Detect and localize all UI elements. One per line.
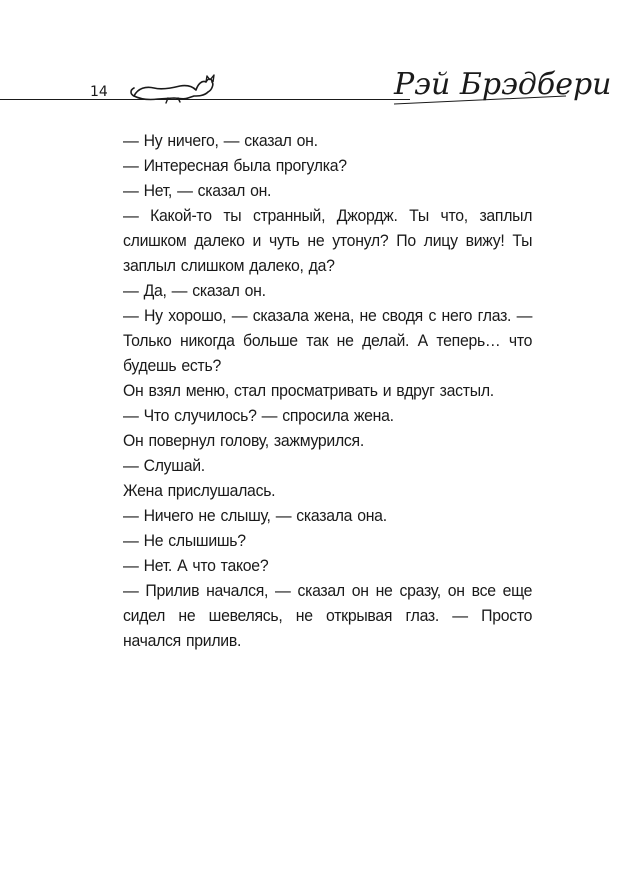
paragraph: Жена прислушалась. — [123, 481, 276, 500]
text-body — [123, 128, 532, 653]
page-number: 14 — [90, 84, 108, 100]
paragraph: Он взял меню, стал просматривать и вдруг застыл. — [123, 381, 494, 400]
paragraph: — Ну хорошо, — сказала жена, не сводя с него глаз. — Только никогда больше так не делай. А теперь… что будешь есть? — [123, 306, 533, 375]
author-signature-text: Рэй Брэдбери — [394, 67, 612, 102]
paragraph: — Не слышишь? — [123, 531, 246, 550]
paragraph: — Что случилось? — спросила жена. — [123, 406, 394, 425]
author-signature — [390, 60, 612, 108]
paragraph: — Да, — сказал он. — [123, 281, 266, 300]
paragraph: — Интересная была прогулка? — [123, 156, 347, 175]
paragraph: — Ну ничего, — сказал он. — [123, 131, 318, 150]
paragraph: — Ничего не слышу, — сказала она. — [123, 506, 387, 525]
paragraph: — Нет. А что такое? — [123, 556, 269, 575]
paragraph: Он повернул голову, зажмурился. — [123, 431, 364, 450]
paragraph: — Прилив начался, — сказал он не сразу, он все еще сидел не шевелясь, не открывая глаз. — Просто начался прилив. — [123, 581, 533, 650]
paragraph: — Нет, — сказал он. — [123, 181, 272, 200]
page-header — [0, 0, 620, 110]
paragraph: — Какой-то ты странный, Джордж. Ты что, заплыл слишком далеко и чуть не утонул? По лицу вижу! Ты заплыл слишком далеко, да? — [123, 206, 533, 275]
cat-icon — [128, 66, 218, 106]
paragraph: — Слушай. — [123, 456, 205, 475]
